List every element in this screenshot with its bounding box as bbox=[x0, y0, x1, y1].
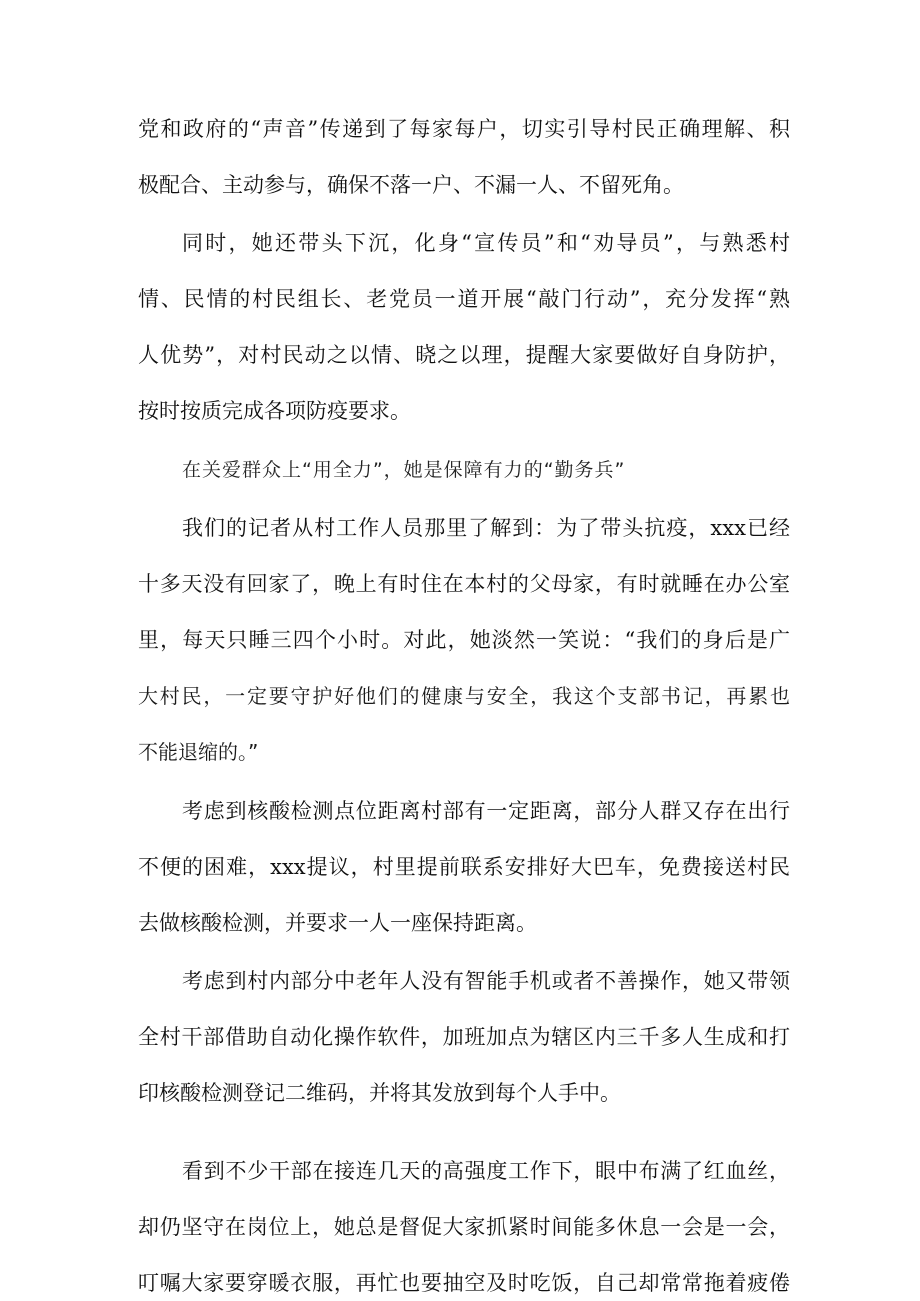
paragraph-line: 考虑到村内部分中老年人没有智能手机或者不善操作，她又带领 bbox=[182, 969, 790, 993]
paragraph-line: 里，每天只睡三四个小时。对此，她淡然一笑说：“我们的身后是广 bbox=[138, 628, 790, 652]
paragraph-line: 十多天没有回家了，晚上有时住在本村的父母家，有时就睡在办公室 bbox=[138, 572, 790, 596]
paragraph-line: 大村民，一定要守护好他们的健康与安全，我这个支部书记，再累也 bbox=[138, 684, 790, 708]
paragraph-line: 全村干部借助自动化操作软件，加班加点为辖区内三千多人生成和打 bbox=[138, 1025, 790, 1049]
paragraph-line: 不能退缩的。” bbox=[138, 740, 259, 764]
paragraph-line: 不便的困难，xxx提议，村里提前联系安排好大巴车，免费接送村民 bbox=[138, 855, 790, 879]
paragraph-line: 极配合、主动参与，确保不落一户、不漏一人、不留死角。 bbox=[138, 173, 684, 197]
paragraph-line: 叮嘱大家要穿暖衣服，再忙也要抽空及时吃饭，自己却常常拖着疲倦 bbox=[138, 1271, 790, 1295]
paragraph-line: 党和政府的“声音”传递到了每家每户，切实引导村民正确理解、积 bbox=[138, 117, 790, 141]
paragraph-line: 我们的记者从村工作人员那里了解到：为了带头抗疫，xxx已经 bbox=[182, 516, 790, 540]
section-heading: 在关爱群众上“用全力”，她是保障有力的“勤务兵” bbox=[182, 459, 626, 481]
paragraph-line: 考虑到核酸检测点位距离村部有一定距离，部分人群又存在出行 bbox=[182, 799, 790, 823]
paragraph-line: 印核酸检测登记二维码，并将其发放到每个人手中。 bbox=[138, 1081, 621, 1105]
paragraph-line: 人优势”，对村民动之以情、晓之以理，提醒大家要做好自身防护， bbox=[138, 343, 790, 367]
paragraph-line: 情、民情的村民组长、老党员一道开展“敲门行动”，充分发挥“熟 bbox=[138, 287, 790, 311]
paragraph-line: 同时，她还带头下沉，化身“宣传员”和“劝导员”，与熟悉村 bbox=[182, 231, 790, 255]
paragraph-line: 按时按质完成各项防疫要求。 bbox=[138, 399, 411, 423]
paragraph-line: 看到不少干部在接连几天的高强度工作下，眼中布满了红血丝， bbox=[182, 1159, 790, 1183]
paragraph-line: 去做核酸检测，并要求一人一座保持距离。 bbox=[138, 911, 537, 935]
paragraph-line: 却仍坚守在岗位上，她总是督促大家抓紧时间能多休息一会是一会， bbox=[138, 1215, 790, 1239]
